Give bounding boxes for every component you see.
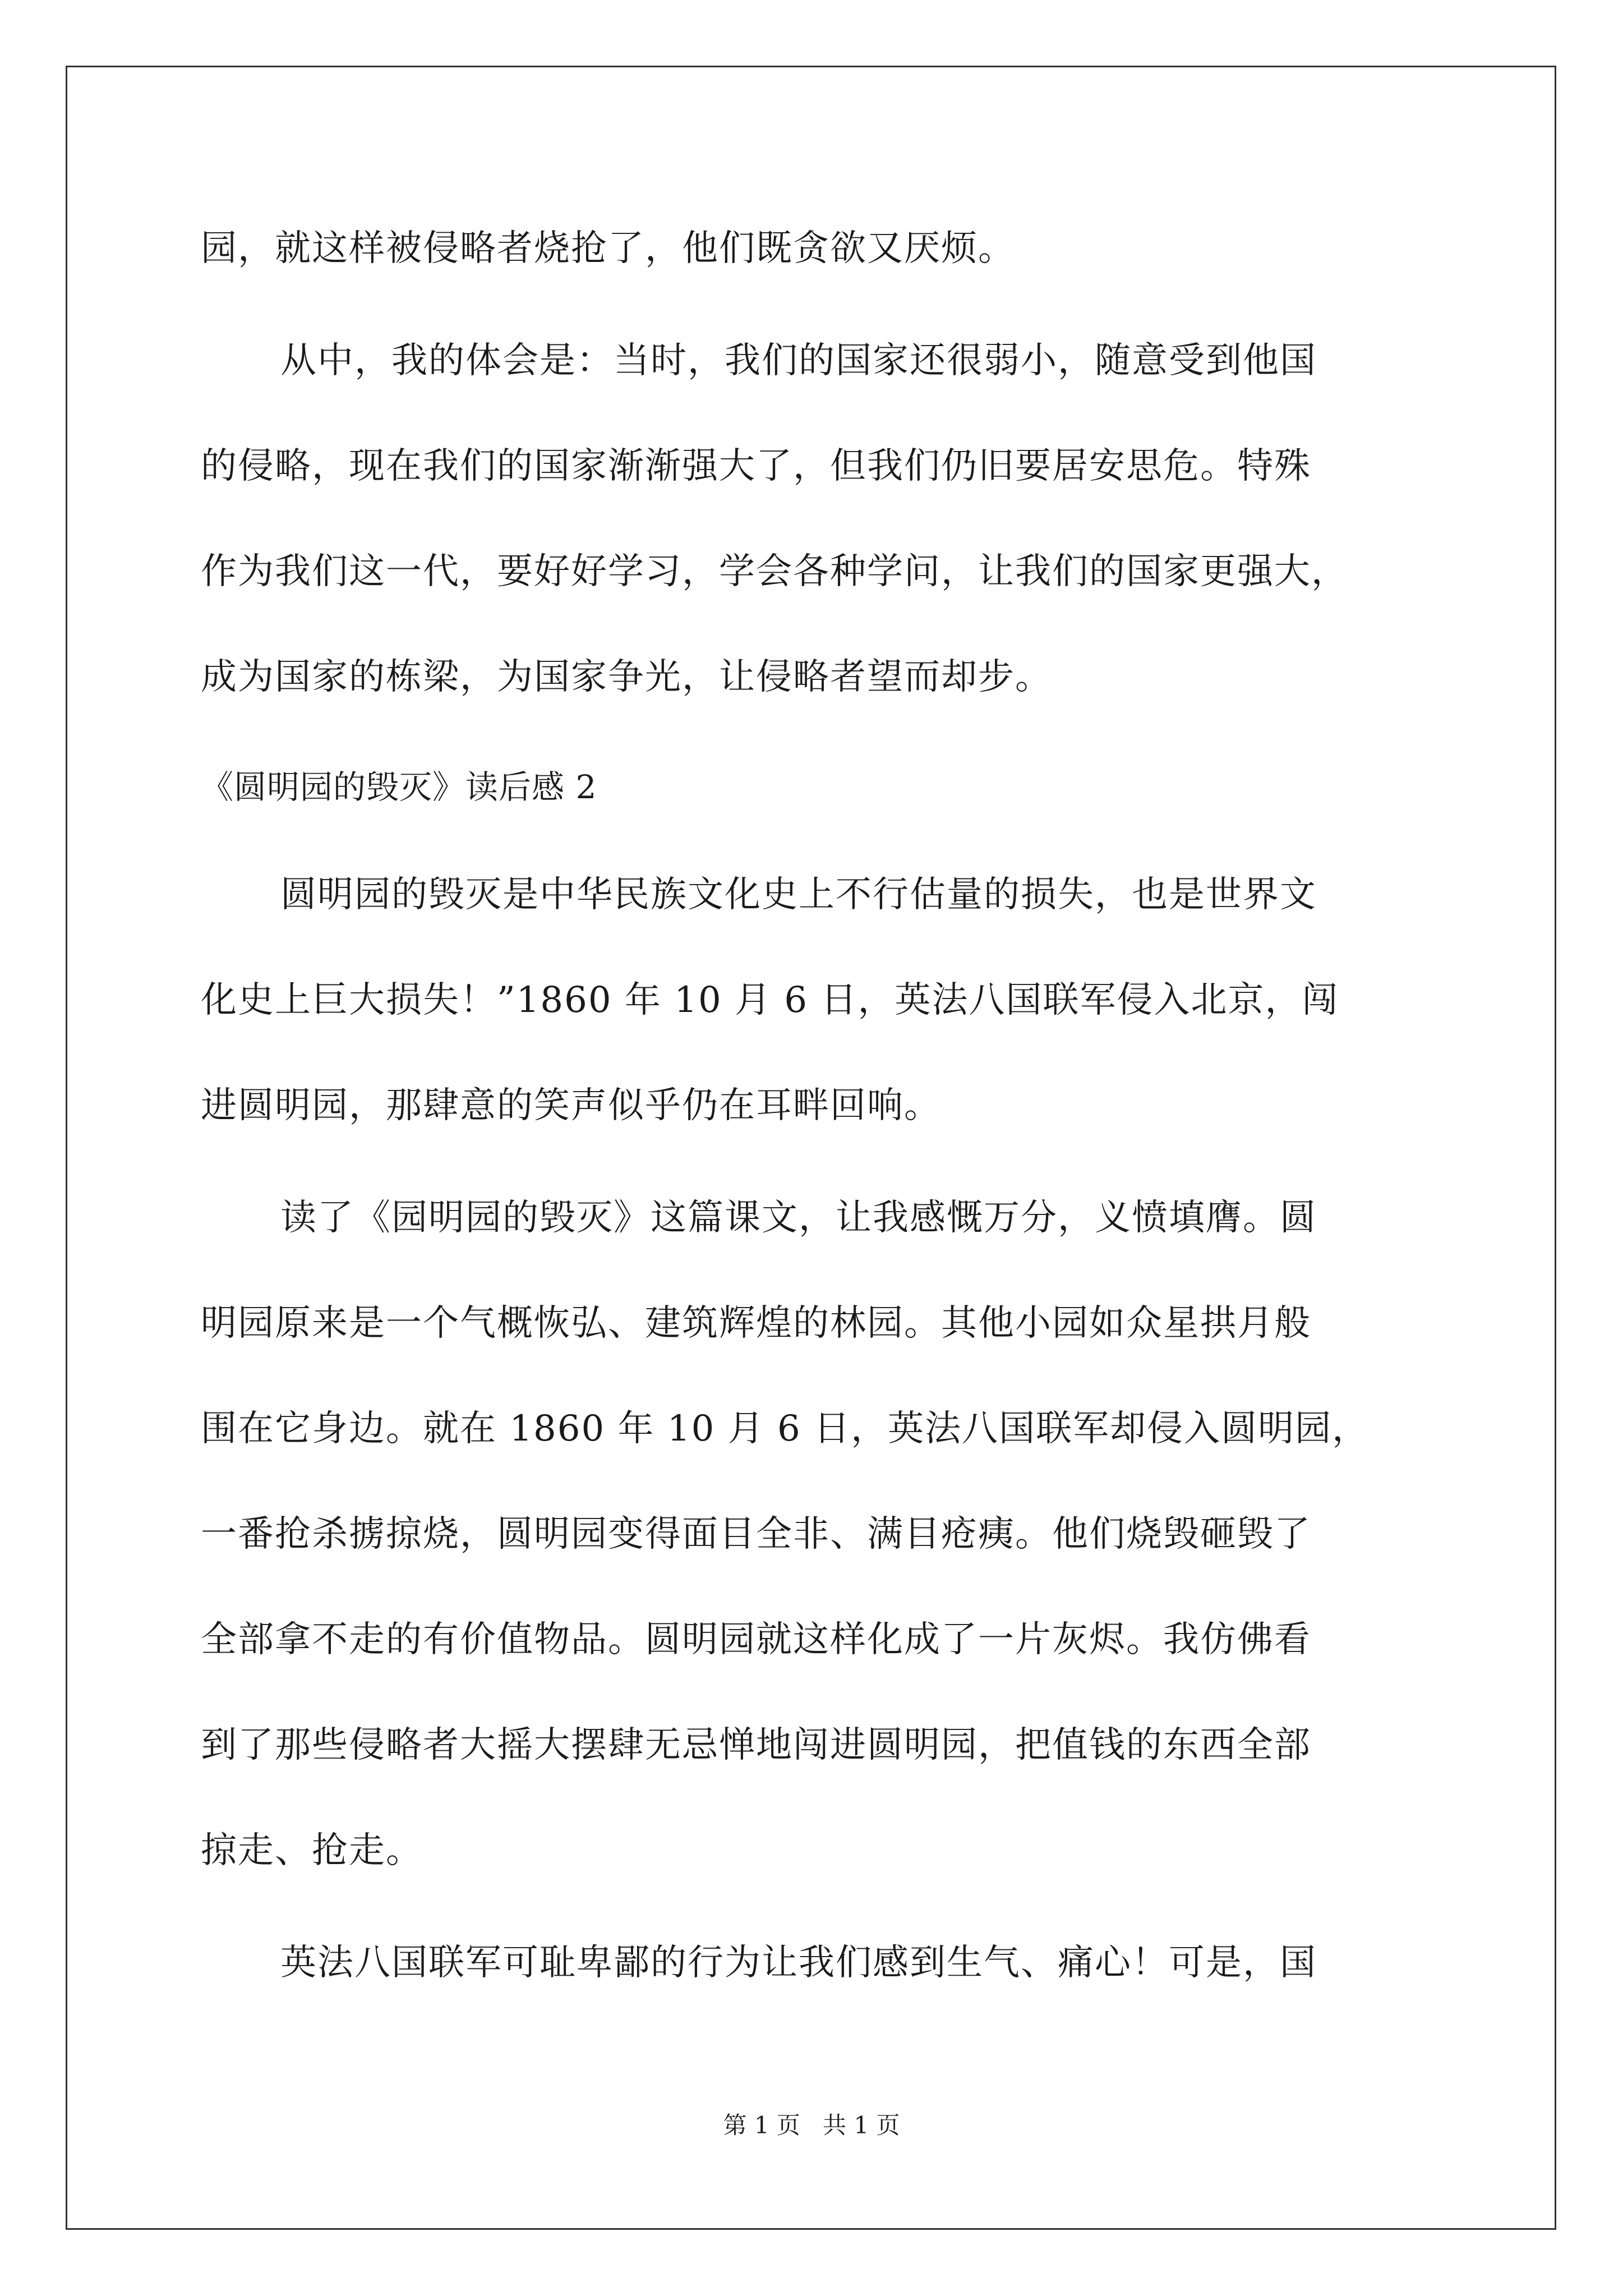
- paragraph-line: 作为我们这一代，要好好学习，学会各种学问，让我们的国家更强大，: [201, 551, 1348, 592]
- section-heading: 《圆明园的毁灭》读后感 2: [201, 768, 597, 806]
- paragraph-line: 围在它身边。就在 1860 年 10 月 6 日，英法八国联军却侵入圆明园，: [201, 1408, 1370, 1450]
- paragraph-line: 读了《园明园的毁灭》这篇课文，让我感慨万分，义愤填膺。圆: [280, 1197, 1317, 1239]
- paragraph-line: 明园原来是一个气概恢弘、建筑辉煌的林园。其他小园如众星拱月般: [201, 1303, 1311, 1344]
- paragraph-line: 一番抢杀掳掠烧，圆明园变得面目全非、满目疮痍。他们烧毁砸毁了: [201, 1513, 1311, 1555]
- paragraph-line: 掠走、抢走。: [201, 1830, 423, 1871]
- paragraph-line: 园，就这样被侵略者烧抢了，他们既贪欲又厌烦。: [201, 228, 1015, 269]
- paragraph-line: 到了那些侵略者大摇大摆肆无忌惮地闯进圆明园，把值钱的东西全部: [201, 1724, 1311, 1766]
- paragraph-line: 进圆明园，那肆意的笑声似乎仍在耳畔回响。: [201, 1085, 941, 1126]
- paragraph-line: 化史上巨大损失！”1860 年 10 月 6 日，英法八国联军侵入北京，闯: [201, 979, 1339, 1021]
- page-number-footer: 第 1 页 共 1 页: [723, 2111, 900, 2139]
- paragraph-line: 成为国家的栋梁，为国家争光，让侵略者望而却步。: [201, 656, 1052, 698]
- page-border: [66, 66, 1556, 2230]
- paragraph-line: 圆明园的毁灭是中华民族文化史上不行估量的损失，也是世界文: [280, 874, 1317, 915]
- paragraph-line: 英法八国联军可耻卑鄙的行为让我们感到生气、痛心！可是，国: [280, 1942, 1317, 1984]
- paragraph-line: 全部拿不走的有价值物品。圆明园就这样化成了一片灰烬。我仿佛看: [201, 1619, 1311, 1660]
- paragraph-line: 的侵略，现在我们的国家渐渐强大了，但我们仍旧要居安思危。特殊: [201, 445, 1311, 487]
- paragraph-line: 从中，我的体会是：当时，我们的国家还很弱小，随意受到他国: [280, 340, 1317, 381]
